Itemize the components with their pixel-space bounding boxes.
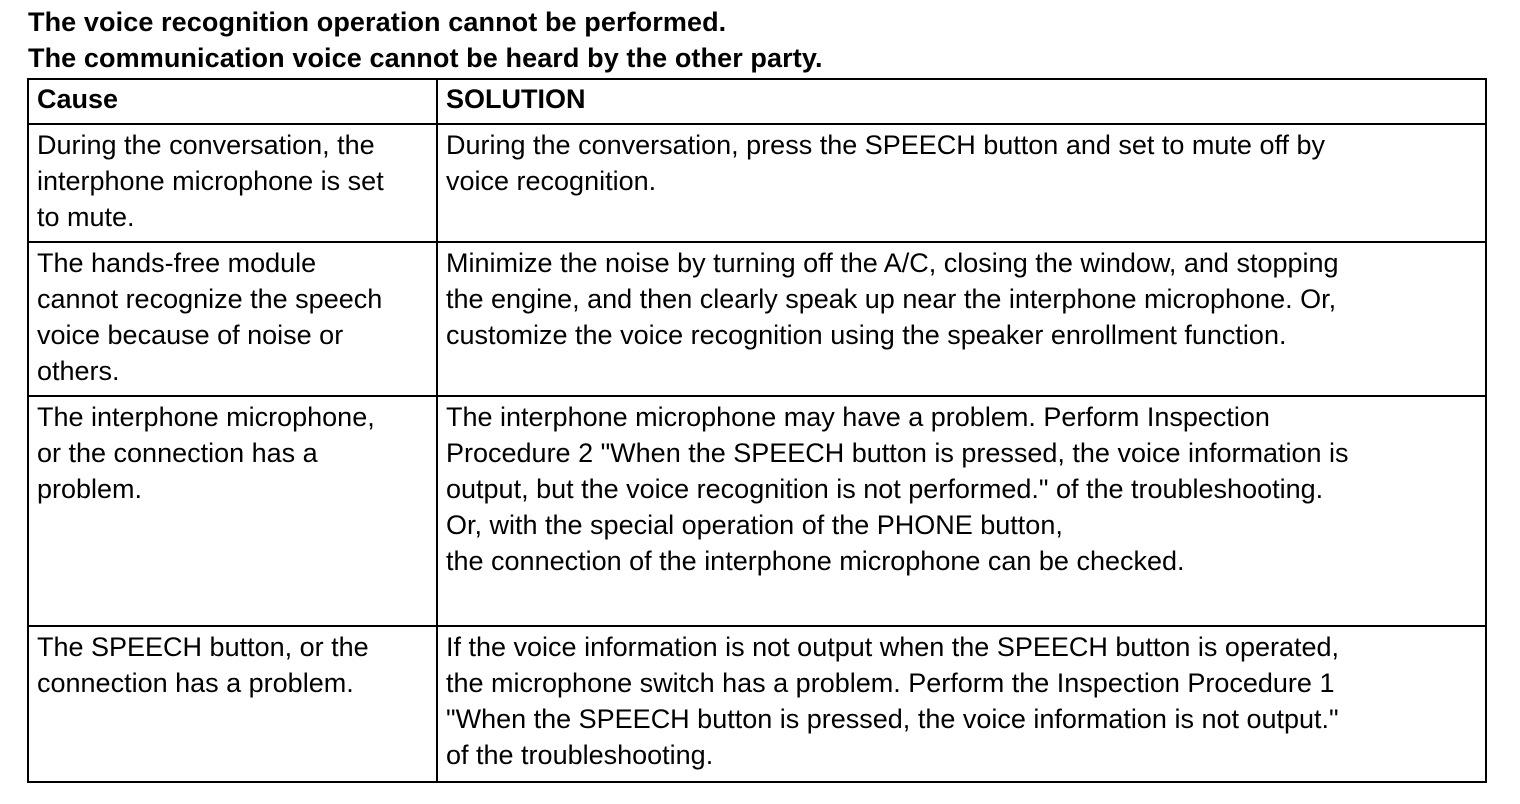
cause-cell: The hands-free module cannot recognize the speech voice because of noise or others. (28, 242, 437, 396)
cause-cell: The interphone microphone, or the connection has a problem. (28, 396, 437, 626)
table-row (28, 124, 1486, 242)
table-row (28, 396, 1486, 626)
table-header-row (28, 79, 1486, 124)
solution-cell: Minimize the noise by turning off the A/C, closing the window, and stopping the engine, and then clearly speak up near the interphone microphone. Or, customize the voice recognition using the speaker enrollment function. (437, 242, 1486, 396)
column-header-solution: SOLUTION (437, 79, 1486, 124)
solution-cell: The interphone microphone may have a problem. Perform Inspection Procedure 2 "When the SPEECH button is pressed, the voice information is output, but the voice recognition is not performed." of the troubleshooting. Or, with the special operation of the PHONE button, the connection of the interphone microphone can be checked. (437, 396, 1486, 626)
symptom-heading-communication-voice: The communication voice cannot be heard by the other party. (28, 43, 823, 73)
column-header-cause: Cause (28, 79, 437, 124)
solution-cell: During the conversation, press the SPEECH button and set to mute off by voice recognition. (437, 124, 1486, 242)
document-headings (28, 4, 823, 76)
table-row (28, 626, 1486, 782)
cause-cell: During the conversation, the interphone microphone is set to mute. (28, 124, 437, 242)
cause-cell: The SPEECH button, or the connection has a problem. (28, 626, 437, 782)
troubleshooting-table (27, 78, 1487, 783)
symptom-heading-voice-recognition: The voice recognition operation cannot be performed. (28, 7, 727, 37)
table-row (28, 242, 1486, 396)
solution-cell: If the voice information is not output when the SPEECH button is operated, the microphone switch has a problem. Perform the Inspection Procedure 1 "When the SPEECH button is pressed, the voice information is not output." of the troubleshooting. (437, 626, 1486, 782)
